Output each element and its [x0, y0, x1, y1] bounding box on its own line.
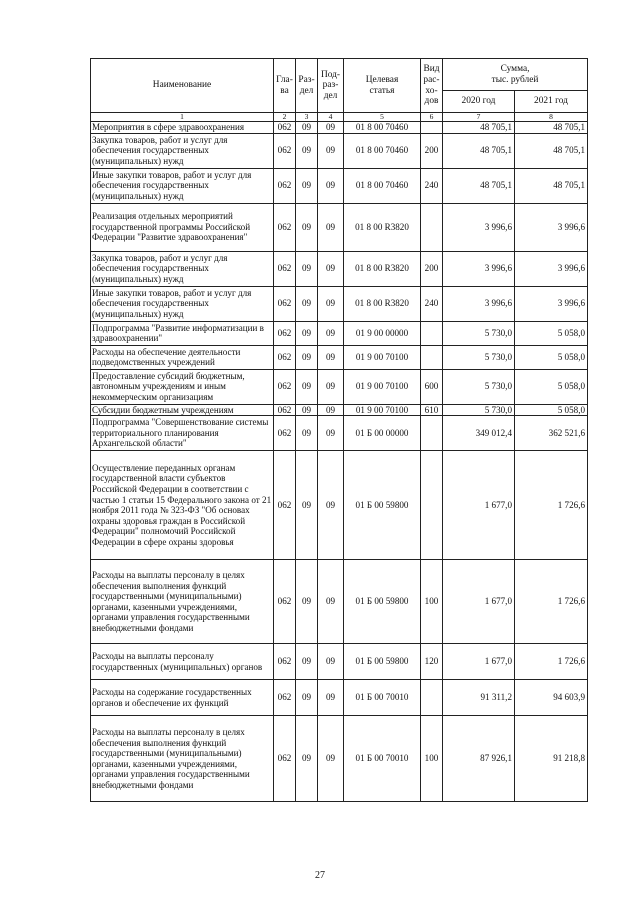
row-sum-2021: 1 726,6 [515, 560, 588, 644]
row-section: 09 [296, 716, 318, 802]
row-section: 09 [296, 680, 318, 716]
row-chapter: 062 [274, 716, 296, 802]
table-row [91, 416, 588, 451]
row-target: 01 8 00 70460 [344, 168, 421, 203]
row-name: Предоставление субсидий бюджетным, автономным учреждениям и иным некоммерческим организациям [91, 369, 274, 404]
row-name: Расходы на выплаты персоналу государственных (муниципальных) органов [91, 644, 274, 680]
header-row-1 [91, 59, 588, 91]
table-row [91, 345, 588, 369]
row-sum-2021: 1 726,6 [515, 644, 588, 680]
row-sum-2020: 48 705,1 [443, 168, 515, 203]
row-sum-2021: 48 705,1 [515, 122, 588, 134]
row-subsection: 09 [318, 122, 344, 134]
table-row [91, 321, 588, 345]
table-row [91, 168, 588, 203]
row-sum-2021: 362 521,6 [515, 416, 588, 451]
row-subsection: 09 [318, 321, 344, 345]
row-sum-2020: 91 311,2 [443, 680, 515, 716]
row-section: 09 [296, 286, 318, 321]
row-subsection: 09 [318, 716, 344, 802]
row-name: Расходы на выплаты персоналу в целях обеспечения выполнения функций государственными (муниципальными) органами, казенными учреждениями, органами управления государственными внебюджетными фондами [91, 716, 274, 802]
table-body [91, 122, 588, 802]
row-subsection: 09 [318, 133, 344, 168]
row-sum-2021: 48 705,1 [515, 168, 588, 203]
row-target: 01 Б 00 59800 [344, 451, 421, 560]
row-chapter: 062 [274, 203, 296, 251]
row-name: Мероприятия в сфере здравоохранения [91, 122, 274, 134]
row-name: Закупка товаров, работ и услуг для обеспечения государственных (муниципальных) нужд [91, 251, 274, 286]
row-sum-2020: 5 730,0 [443, 321, 515, 345]
table-row [91, 560, 588, 644]
header-year-2020: 2020 год [443, 91, 515, 113]
column-number: 2 [274, 113, 296, 122]
row-chapter: 062 [274, 133, 296, 168]
header-year-2021: 2021 год [515, 91, 588, 113]
row-name: Расходы на содержание государственных органов и обеспечение их функций [91, 680, 274, 716]
row-chapter: 062 [274, 416, 296, 451]
column-number: 1 [91, 113, 274, 122]
table-row [91, 716, 588, 802]
header-target: Целевая статья [344, 59, 421, 113]
row-sum-2021: 5 058,0 [515, 369, 588, 404]
row-subsection: 09 [318, 168, 344, 203]
row-name: Иные закупки товаров, работ и услуг для обеспечения государственных (муниципальных) нужд [91, 286, 274, 321]
row-expense-type: 600 [421, 369, 443, 404]
row-chapter: 062 [274, 451, 296, 560]
row-sum-2020: 5 730,0 [443, 369, 515, 404]
column-number: 7 [443, 113, 515, 122]
row-section: 09 [296, 560, 318, 644]
row-sum-2020: 3 996,6 [443, 286, 515, 321]
column-number: 8 [515, 113, 588, 122]
row-sum-2021: 3 996,6 [515, 203, 588, 251]
row-subsection: 09 [318, 560, 344, 644]
header-subsection: Под- раз- дел [318, 59, 344, 113]
row-name: Закупка товаров, работ и услуг для обеспечения государственных (муниципальных) нужд [91, 133, 274, 168]
header-expense-type: Вид рас- хо- дов [421, 59, 443, 113]
column-number: 3 [296, 113, 318, 122]
row-subsection: 09 [318, 644, 344, 680]
row-chapter: 062 [274, 369, 296, 404]
row-chapter: 062 [274, 286, 296, 321]
row-expense-type [421, 122, 443, 134]
row-expense-type [421, 416, 443, 451]
row-sum-2021: 5 058,0 [515, 321, 588, 345]
budget-table-container [90, 58, 587, 802]
row-sum-2021: 5 058,0 [515, 345, 588, 369]
page-number: 27 [315, 870, 325, 881]
row-target: 01 Б 00 70010 [344, 716, 421, 802]
table-row [91, 251, 588, 286]
row-chapter: 062 [274, 321, 296, 345]
row-target: 01 Б 00 00000 [344, 416, 421, 451]
row-section: 09 [296, 203, 318, 251]
table-row [91, 286, 588, 321]
row-expense-type: 120 [421, 644, 443, 680]
row-target: 01 8 00 70460 [344, 122, 421, 134]
row-sum-2020: 3 996,6 [443, 251, 515, 286]
row-section: 09 [296, 404, 318, 416]
header-name: Наименование [91, 59, 274, 113]
row-expense-type: 240 [421, 286, 443, 321]
row-sum-2020: 1 677,0 [443, 644, 515, 680]
row-sum-2021: 94 603,9 [515, 680, 588, 716]
row-section: 09 [296, 321, 318, 345]
row-sum-2021: 48 705,1 [515, 133, 588, 168]
row-chapter: 062 [274, 168, 296, 203]
header-section: Раз- дел [296, 59, 318, 113]
row-chapter: 062 [274, 644, 296, 680]
row-section: 09 [296, 416, 318, 451]
row-expense-type [421, 321, 443, 345]
header-sum-group: Сумма, тыс. рублей [443, 59, 588, 91]
row-target: 01 Б 00 59800 [344, 644, 421, 680]
budget-table [90, 58, 588, 802]
row-sum-2020: 48 705,1 [443, 122, 515, 134]
row-expense-type: 100 [421, 560, 443, 644]
table-row [91, 404, 588, 416]
row-subsection: 09 [318, 680, 344, 716]
row-chapter: 062 [274, 345, 296, 369]
row-sum-2020: 1 677,0 [443, 560, 515, 644]
row-sum-2020: 1 677,0 [443, 451, 515, 560]
table-row [91, 203, 588, 251]
row-chapter: 062 [274, 251, 296, 286]
row-target: 01 8 00 70460 [344, 133, 421, 168]
column-number: 5 [344, 113, 421, 122]
row-section: 09 [296, 451, 318, 560]
table-row [91, 122, 588, 134]
row-chapter: 062 [274, 404, 296, 416]
row-sum-2021: 1 726,6 [515, 451, 588, 560]
row-name: Реализация отдельных мероприятий государственной программы Российской Федерации "Развитие здравоохранения" [91, 203, 274, 251]
row-section: 09 [296, 133, 318, 168]
row-sum-2020: 87 926,1 [443, 716, 515, 802]
table-row [91, 369, 588, 404]
row-expense-type [421, 345, 443, 369]
row-sum-2020: 349 012,4 [443, 416, 515, 451]
row-expense-type: 200 [421, 251, 443, 286]
header-chapter: Гла- ва [274, 59, 296, 113]
row-expense-type: 240 [421, 168, 443, 203]
row-section: 09 [296, 369, 318, 404]
row-name: Расходы на обеспечение деятельности подведомственных учреждений [91, 345, 274, 369]
row-subsection: 09 [318, 345, 344, 369]
column-number: 4 [318, 113, 344, 122]
row-target: 01 Б 00 70010 [344, 680, 421, 716]
row-expense-type [421, 680, 443, 716]
row-sum-2021: 3 996,6 [515, 251, 588, 286]
row-sum-2020: 3 996,6 [443, 203, 515, 251]
row-subsection: 09 [318, 203, 344, 251]
row-section: 09 [296, 122, 318, 134]
row-subsection: 09 [318, 451, 344, 560]
row-target: 01 9 00 00000 [344, 321, 421, 345]
row-target: 01 9 00 70100 [344, 404, 421, 416]
row-target: 01 9 00 70100 [344, 345, 421, 369]
row-target: 01 9 00 70100 [344, 369, 421, 404]
row-subsection: 09 [318, 404, 344, 416]
row-subsection: 09 [318, 369, 344, 404]
row-expense-type: 610 [421, 404, 443, 416]
column-number: 6 [421, 113, 443, 122]
row-section: 09 [296, 644, 318, 680]
row-chapter: 062 [274, 560, 296, 644]
row-chapter: 062 [274, 122, 296, 134]
row-target: 01 8 00 R3820 [344, 251, 421, 286]
table-row [91, 133, 588, 168]
row-subsection: 09 [318, 251, 344, 286]
row-name: Субсидии бюджетным учреждениям [91, 404, 274, 416]
row-sum-2020: 5 730,0 [443, 404, 515, 416]
table-row [91, 644, 588, 680]
row-sum-2021: 3 996,6 [515, 286, 588, 321]
row-expense-type: 200 [421, 133, 443, 168]
row-expense-type [421, 203, 443, 251]
row-section: 09 [296, 251, 318, 286]
row-subsection: 09 [318, 286, 344, 321]
row-target: 01 8 00 R3820 [344, 203, 421, 251]
row-name: Подпрограмма "Развитие информатизации в здравоохранении" [91, 321, 274, 345]
row-sum-2021: 5 058,0 [515, 404, 588, 416]
row-sum-2020: 48 705,1 [443, 133, 515, 168]
row-name: Расходы на выплаты персоналу в целях обеспечения выполнения функций государственными (муниципальными) органами, казенными учреждениями, органами управления государственными внебюджетными фондами [91, 560, 274, 644]
row-name: Иные закупки товаров, работ и услуг для обеспечения государственных (муниципальных) нужд [91, 168, 274, 203]
row-sum-2020: 5 730,0 [443, 345, 515, 369]
table-row [91, 680, 588, 716]
column-number-row [91, 113, 588, 122]
row-subsection: 09 [318, 416, 344, 451]
row-sum-2021: 91 218,8 [515, 716, 588, 802]
row-name: Осуществление переданных органам государственной власти субъектов Российской Федерации в соответствии с частью 1 статьи 15 Федерального закона от 21 ноября 2011 года № 323-ФЗ "Об основах охраны здоровья граждан в Российской Федерации" полномочий Российской Федерации в сфере охраны здоровья [91, 451, 274, 560]
row-section: 09 [296, 345, 318, 369]
row-chapter: 062 [274, 680, 296, 716]
row-target: 01 8 00 R3820 [344, 286, 421, 321]
row-expense-type [421, 451, 443, 560]
row-target: 01 Б 00 59800 [344, 560, 421, 644]
table-row [91, 451, 588, 560]
row-section: 09 [296, 168, 318, 203]
row-expense-type: 100 [421, 716, 443, 802]
row-name: Подпрограмма "Совершенствование системы территориального планирования Архангельской области" [91, 416, 274, 451]
